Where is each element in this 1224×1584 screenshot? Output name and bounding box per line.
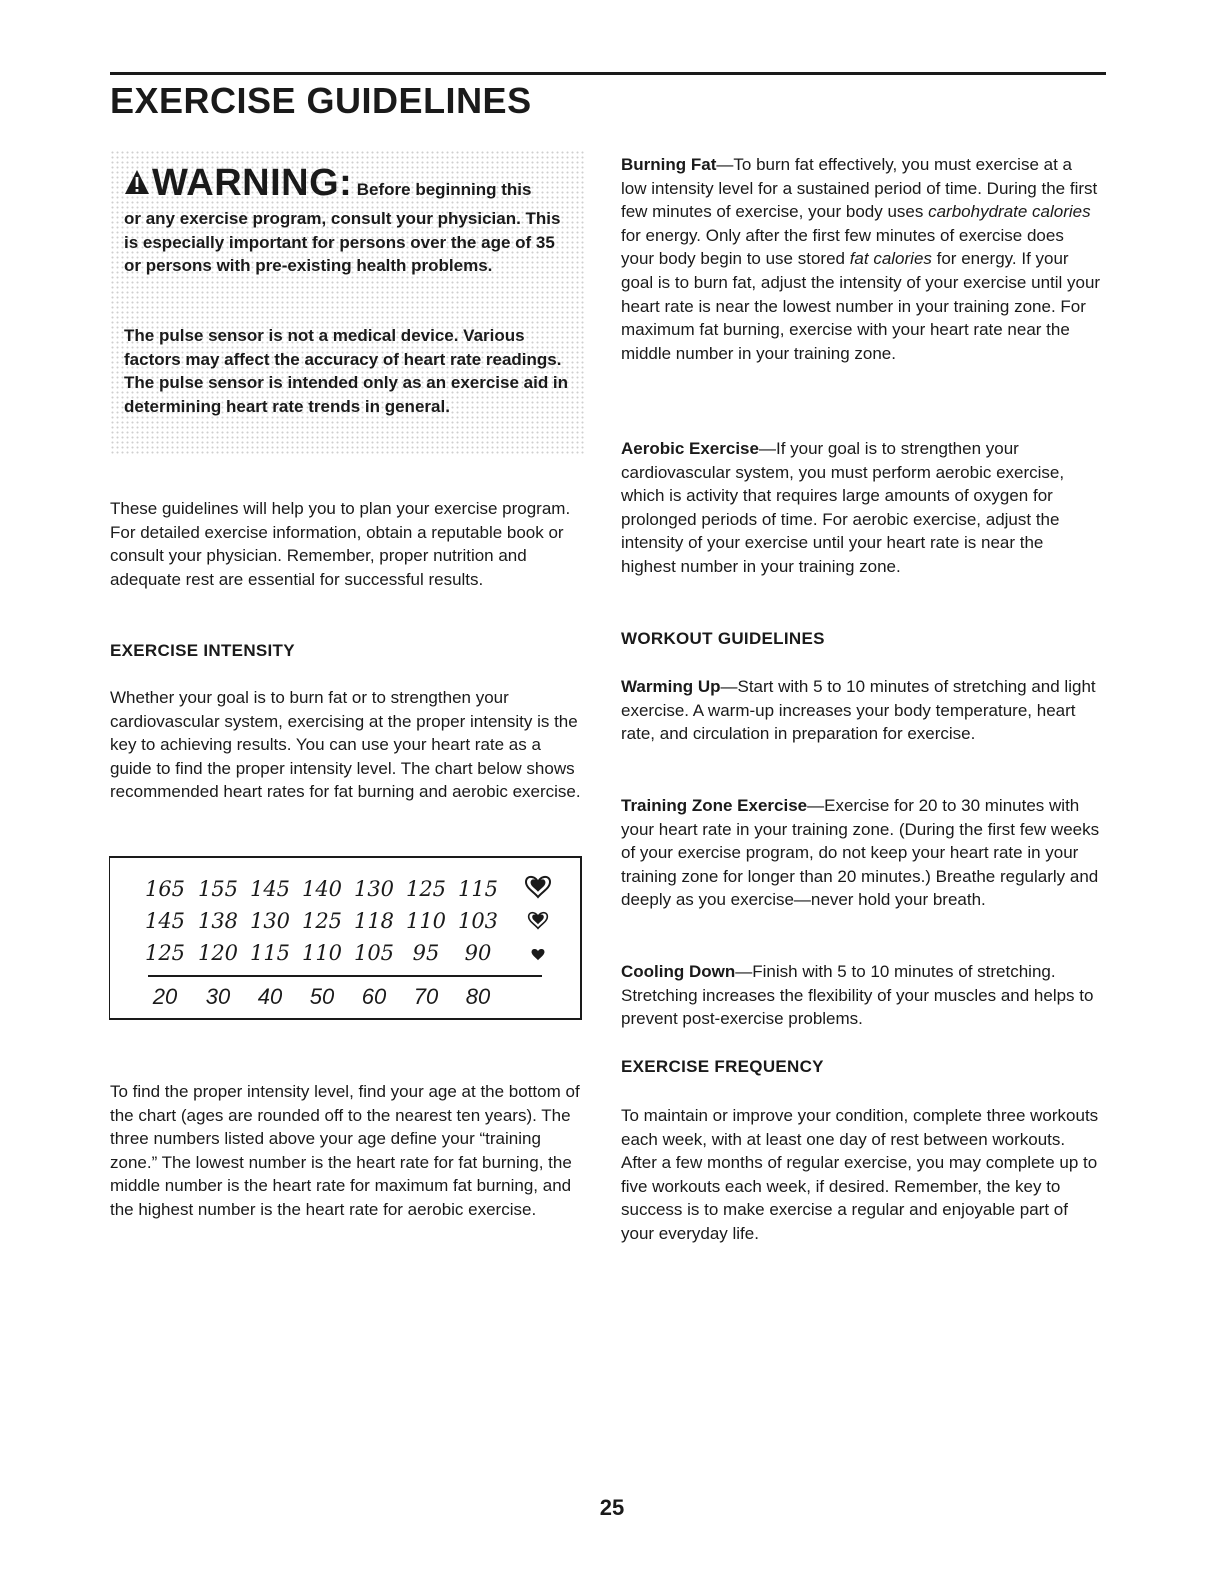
heart-rate-aerobic-40: 145 <box>249 877 291 901</box>
warning-box <box>110 150 584 456</box>
age-label-50: 50 <box>309 984 335 1009</box>
heart-rate-aerobic-30: 155 <box>197 877 239 901</box>
workout-guidelines-heading: WORKOUT GUIDELINES <box>621 629 825 648</box>
training-zone-paragraph <box>621 794 1101 912</box>
burning-fat-em-2: fat calories <box>849 249 932 269</box>
warning-paragraph-1: or any exercise program, consult your physician. This is especially important for persons over the age of 35 or persons with pre-existing health problems. <box>124 209 561 275</box>
age-label-30: 30 <box>205 984 231 1009</box>
heart-rate-aerobic-70: 125 <box>405 877 447 901</box>
burning-fat-text-2: for energy. Only after the first few minutes of exercise does your body begin to use stored <box>621 225 1064 269</box>
warming-up-text: —Start with 5 to 10 minutes of stretching and light exercise. A warm-up increases your body temperature, heart rate, and circulation in preparation for exercise. <box>621 677 1096 744</box>
warning-paragraph-2: The pulse sensor is not a medical device. Various factors may affect the accuracy of heart rate readings. The pulse sensor is intended only as an exercise aid in determining heart rate trends in general. <box>124 326 569 416</box>
heart-large-icon <box>526 877 550 897</box>
heart-rate-aerobic-50: 140 <box>301 877 343 901</box>
heart-rate-fat-burning-60: 105 <box>353 941 395 965</box>
heart-rate-max-fat-burning-70: 110 <box>405 909 447 933</box>
cooling-down-text: —Finish with 5 to 10 minutes of stretching. Stretching increases the flexibility of your muscles and helps to prevent post-exercise problems. <box>621 962 1094 1029</box>
warning-word: WARNING: <box>152 162 353 204</box>
age-label-80: 80 <box>465 984 491 1009</box>
heart-rate-max-fat-burning-30: 138 <box>197 909 239 933</box>
title-rule <box>110 72 1106 75</box>
heart-rate-fat-burning-30: 120 <box>197 941 239 965</box>
heart-rate-fat-burning-70: 95 <box>412 941 440 965</box>
heart-rate-chart-svg <box>110 858 580 1018</box>
heart-small-icon <box>532 949 544 959</box>
burning-fat-em-1: carbohydrate calories <box>928 202 1091 222</box>
burning-fat-paragraph <box>621 153 1101 365</box>
heart-medium-icon <box>529 913 548 929</box>
find-intensity-paragraph: To find the proper intensity level, find your age at the bottom of the chart (ages are rounded off to the nearest ten years). The three numbers listed above your age define your “training zone.” The lowest number is the heart rate for fat burning, the middle number is the heart rate for maximum fat burning, and the highest number is the heart rate for aerobic exercise. <box>110 1082 580 1219</box>
heart-rate-aerobic-80: 115 <box>457 877 499 901</box>
age-label-60: 60 <box>361 984 387 1009</box>
heart-rate-aerobic-20: 165 <box>144 877 186 901</box>
heart-rate-max-fat-burning-50: 125 <box>301 909 343 933</box>
burning-fat-text-1: —To burn fat effectively, you must exercise at a low intensity level for a sustained period of time. During the first few minutes of exercise, your body uses <box>621 155 1098 222</box>
warning-triangle-icon <box>124 169 150 195</box>
frequency-paragraph: To maintain or improve your condition, complete three workouts each week, with at least one day of rest between workouts. After a few months of regular exercise, you may complete up to five workouts each week, if desired. Remember, the key to success is to make exercise a regular and enjoyable part of your everyday life. <box>621 1106 1099 1243</box>
age-label-40: 40 <box>257 984 283 1009</box>
cooling-down-lead: Cooling Down <box>621 962 736 981</box>
burning-fat-lead: Burning Fat <box>621 155 717 174</box>
heart-rate-max-fat-burning-20: 145 <box>144 909 186 933</box>
exercise-intensity-heading: EXERCISE INTENSITY <box>110 641 295 660</box>
training-zone-lead: Training Zone Exercise <box>621 796 808 815</box>
warning-line1: Before beginning this <box>356 180 532 199</box>
heart-rate-fat-burning-80: 90 <box>464 941 492 965</box>
heart-rate-max-fat-burning-80: 103 <box>457 909 499 933</box>
page-number: 25 <box>599 1495 625 1520</box>
age-label-20: 20 <box>152 984 178 1009</box>
burning-fat-text-3: for energy. If your goal is to burn fat, adjust the intensity of your exercise until your heart rate is near the lowest number in your training zone. For maximum fat burning, exercise with your heart rate near the middle number in your training zone. <box>621 249 1101 363</box>
intensity-paragraph: Whether your goal is to burn fat or to strengthen your cardiovascular system, exercising at the proper intensity is the key to achieving results. You can use your heart rate as a guide to find the proper intensity level. The chart below shows recommended heart rates for fat burning and aerobic exercise. <box>110 688 581 802</box>
warning-heading <box>124 162 532 205</box>
age-label-70: 70 <box>413 984 439 1009</box>
exercise-frequency-heading: EXERCISE FREQUENCY <box>621 1057 824 1076</box>
heart-rate-max-fat-burning-60: 118 <box>353 909 395 933</box>
aerobic-exercise-lead: Aerobic Exercise <box>621 439 759 458</box>
heart-rate-fat-burning-50: 110 <box>301 941 343 965</box>
training-zone-text: —Exercise for 20 to 30 minutes with your heart rate in your training zone. (During the first few weeks of your exercise program, do not keep your heart rate in your training zone for longer than 20 minutes.) Breathe regularly and deeply as you exercise—never hold your breath. <box>621 796 1100 910</box>
warming-up-paragraph <box>621 675 1101 746</box>
heart-rate-chart <box>109 856 582 1020</box>
heart-rate-aerobic-60: 130 <box>353 877 395 901</box>
intro-paragraph: These guidelines will help you to plan your exercise program. For detailed exercise information, obtain a reputable book or consult your physician. Remember, proper nutrition and adequate rest are essential for successful results. <box>110 499 571 589</box>
heart-rate-max-fat-burning-40: 130 <box>249 909 291 933</box>
warming-up-lead: Warming Up <box>621 677 721 696</box>
heart-rate-fat-burning-20: 125 <box>144 941 186 965</box>
heart-rate-fat-burning-40: 115 <box>249 941 291 965</box>
page-title: EXERCISE GUIDELINES <box>110 80 532 121</box>
aerobic-exercise-text: —If your goal is to strengthen your cardiovascular system, you must perform aerobic exercise, which is activity that requires large amounts of oxygen for prolonged periods of time. For aerobic exercise, adjust the intensity of your exercise until your heart rate is near the highest number in your training zone. <box>621 439 1065 576</box>
aerobic-exercise-paragraph <box>621 437 1101 579</box>
cooling-down-paragraph <box>621 960 1101 1031</box>
